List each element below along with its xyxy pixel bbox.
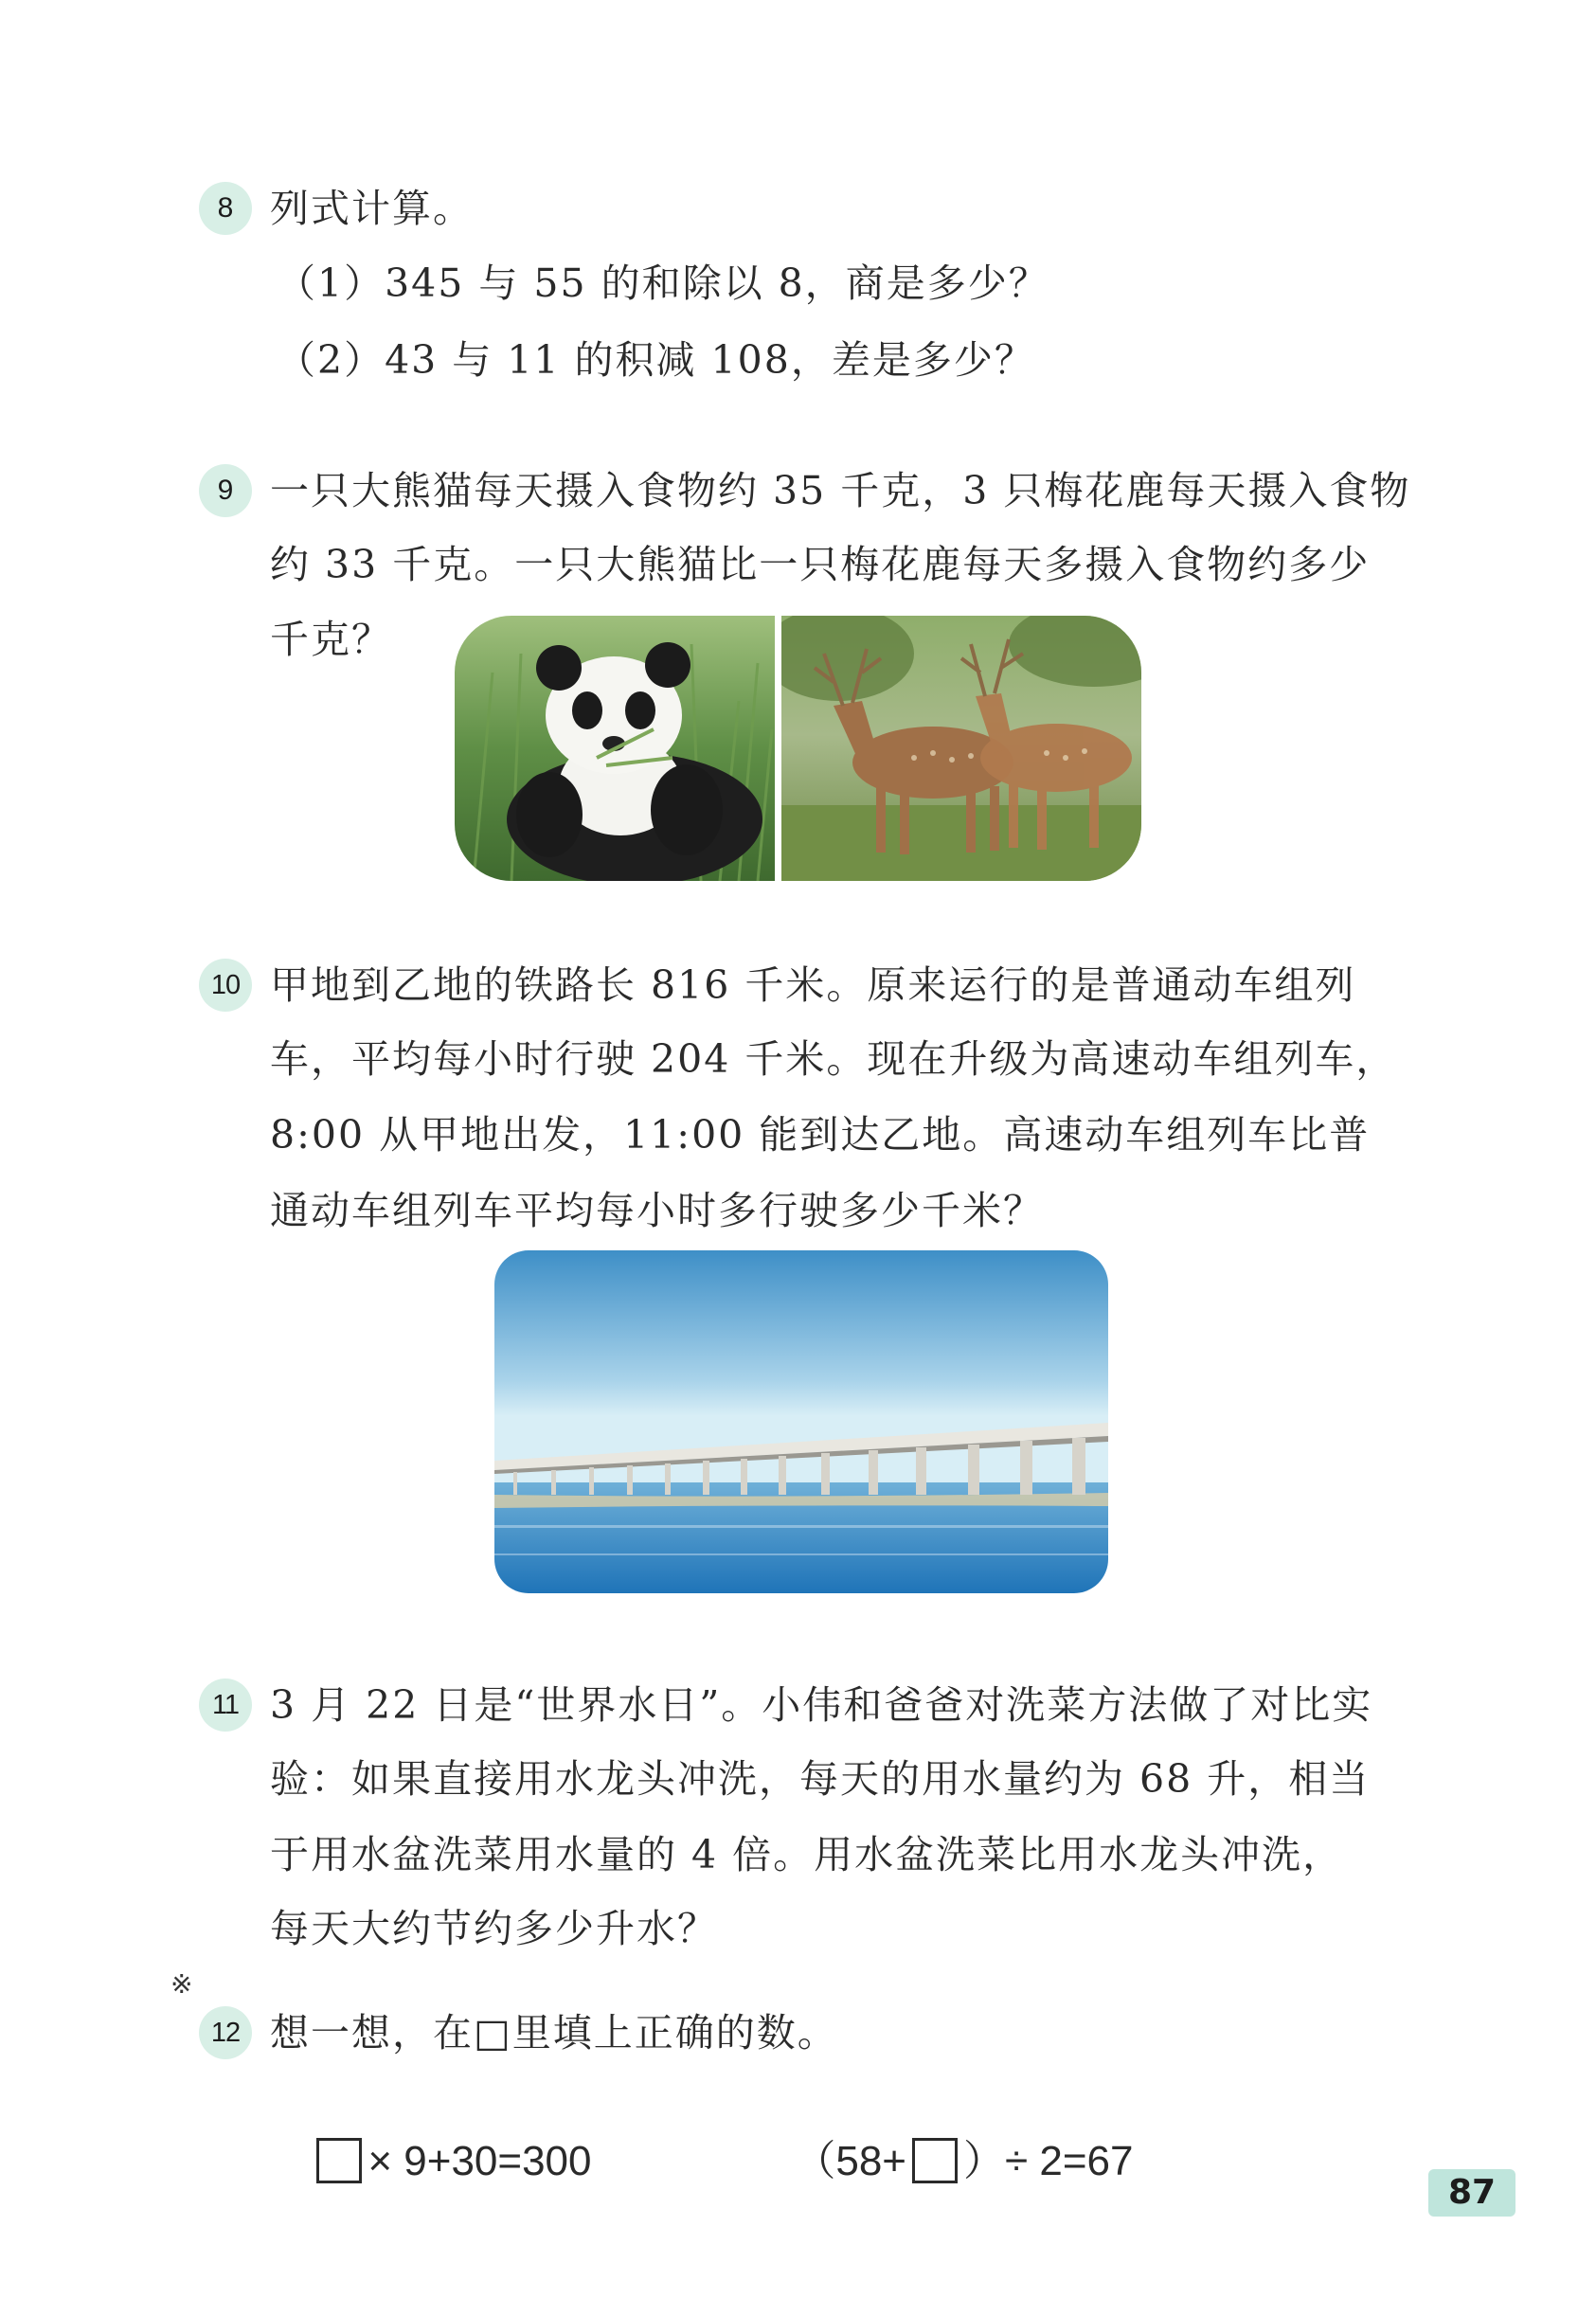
problem-text-line: 验：如果直接用水龙头冲洗，每天的用水量约为 68 升，相当 bbox=[270, 1756, 1371, 1802]
problem-number-badge: 8 bbox=[199, 182, 252, 235]
problem-text-line: 8:00 从甲地出发，11:00 能到达乙地。高速动车组列车比普 bbox=[270, 1112, 1371, 1158]
problem-text-line: 每天大约节约多少升水？ bbox=[270, 1906, 718, 1951]
problem-title: 想一想，在□里填上正确的数。 bbox=[270, 2010, 838, 2056]
problem-text-line: 约 33 千克。一只大熊猫比一只梅花鹿每天多摄入食物约多少 bbox=[270, 542, 1371, 587]
page-number: 87 bbox=[1428, 2169, 1515, 2217]
equation-2-tail: ）÷ 2=67 bbox=[963, 2138, 1134, 2184]
problem-text-line: 于用水盆洗菜用水量的 4 倍。用水盆洗菜比用水龙头冲洗， bbox=[270, 1832, 1344, 1877]
bridge-photo bbox=[494, 1250, 1108, 1593]
problem-text-line: 一只大熊猫每天摄入食物约 35 千克，3 只梅花鹿每天摄入食物 bbox=[270, 468, 1411, 513]
answer-box[interactable] bbox=[316, 2138, 362, 2183]
sub-question-1: （1）345 与 55 的和除以 8，商是多少？ bbox=[277, 260, 1049, 306]
problem-number-badge: 11 bbox=[199, 1679, 252, 1732]
problem-title: 列式计算。 bbox=[270, 186, 474, 231]
problem-text-line: 千克？ bbox=[270, 617, 392, 662]
textbook-page bbox=[28, 28, 1568, 2288]
problem-number-badge: 12 bbox=[199, 2006, 252, 2059]
deer-photo bbox=[781, 616, 1141, 881]
problem-text-line: 车，平均每小时行驶 204 千米。现在升级为高速动车组列车， bbox=[270, 1036, 1397, 1082]
equation-2 bbox=[725, 2082, 1133, 2241]
problem-text-line: 3 月 22 日是“世界水日”。小伟和爸爸对洗菜方法做了对比实 bbox=[270, 1682, 1373, 1728]
sub-question-2: （2）43 与 11 的积减 108，差是多少？ bbox=[277, 337, 1035, 383]
problem-text-line: 通动车组列车平均每小时多行驶多少千米？ bbox=[270, 1188, 1044, 1233]
equation-2-head: （58+ bbox=[794, 2138, 906, 2184]
equation-1 bbox=[242, 2082, 592, 2241]
optional-marker: ※ bbox=[170, 1968, 193, 2000]
equation-1-text: × 9+30=300 bbox=[368, 2138, 592, 2184]
problem-number-badge: 9 bbox=[199, 464, 252, 517]
problem-text-line: 甲地到乙地的铁路长 816 千米。原来运行的是普通动车组列 bbox=[270, 962, 1356, 1008]
problem-number-badge: 10 bbox=[199, 959, 252, 1012]
answer-box[interactable] bbox=[912, 2138, 958, 2183]
panda-photo bbox=[455, 616, 775, 881]
